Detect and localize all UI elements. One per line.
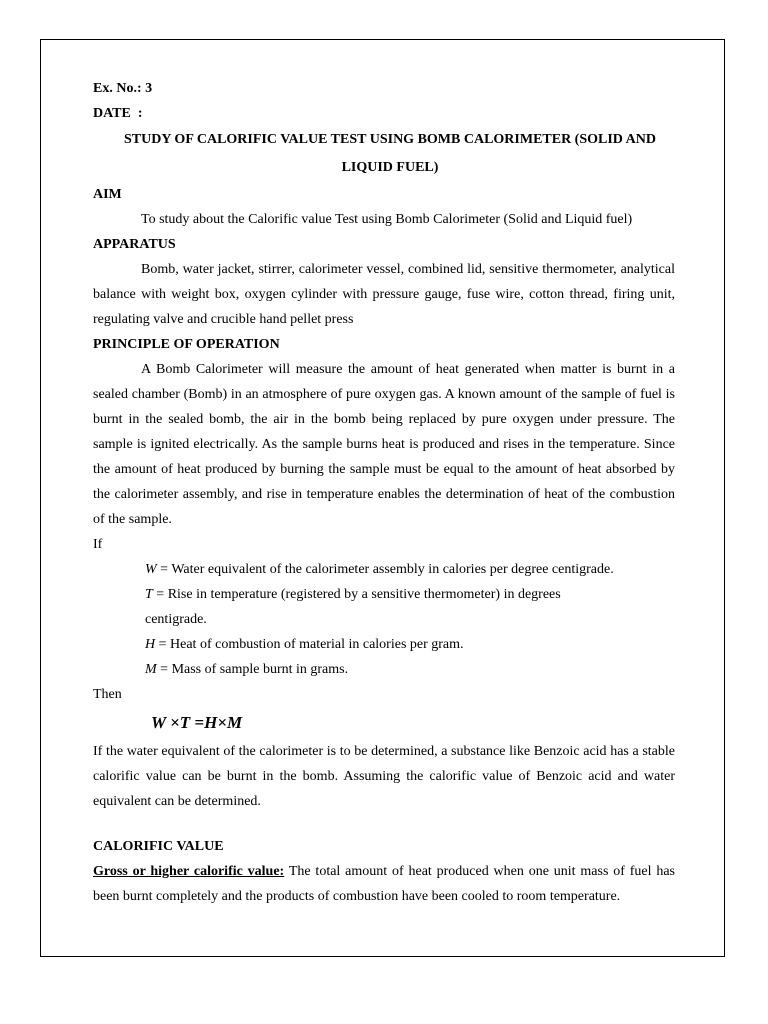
principle-heading: PRINCIPLE OF OPERATION [93,337,280,352]
definition-text: = Mass of sample burnt in grams. [156,662,349,677]
definition-t [145,582,615,632]
if-label: If [93,537,103,552]
exercise-number: Ex. No.: 3 [93,81,153,96]
section-spacer [93,814,675,834]
calorific-heading: CALORIFIC VALUE [93,839,224,854]
definition-symbol: T [145,587,153,602]
definition-symbol: H [145,637,156,652]
definition-m [145,657,675,682]
document-title: STUDY OF CALORIFIC VALUE TEST USING BOMB CALORIMETER (SOLID AND LIQUID FUEL) [124,132,656,175]
aim-text: To study about the Calorific value Test using Bomb Calorimeter (Solid and Liquid fuel) [141,212,633,227]
date-label: DATE : [93,106,143,121]
definition-h [145,632,675,657]
aim-heading: AIM [93,187,122,202]
principle-text: A Bomb Calorimeter will measure the amount of heat generated when matter is burnt in a sealed chamber (Bomb) in an atmosphere of pure oxygen gas. A known amount of the sample of fuel is burnt in the sealed bomb, the air in the bomb being replaced by pure oxygen under pressure. The sample is ignited electrically. As the sample burns heat is produced and rises in the temperature. Since the amount of heat produced by burning the sample must be equal to the amount of heat absorbed by the calorimeter assembly, and rise in temperature enables the determination of heat of the combustion of the sample. [93,362,675,527]
gross-calorific-label: Gross or higher calorific value: [93,864,285,879]
then-label: Then [93,687,122,702]
document-body [93,76,675,909]
gross-calorific-text: The total amount of heat produced when one unit mass of fuel has been burnt completely and the products of combustion have been cooled to room temperature. [93,864,675,904]
definitions-list [145,557,675,682]
apparatus-heading: APPARATUS [93,237,176,252]
formula: W ×T =H×M [151,713,243,732]
water-equivalent-text: If the water equivalent of the calorimeter is to be determined, a substance like Benzoic acid has a stable calorific value can be burnt in the bomb. Assuming the calorific value of Benzoic acid and water equivalent can be determined. [93,744,675,809]
apparatus-text: Bomb, water jacket, stirrer, calorimeter vessel, combined lid, sensitive thermometer, analytical balance with weight box, oxygen cylinder with pressure gauge, fuse wire, cotton thread, firing unit, regulating valve and crucible hand pellet press [93,262,675,327]
definition-w [145,557,675,582]
definition-text: = Heat of combustion of material in calories per gram. [155,637,464,652]
gross-calorific-paragraph [93,859,675,909]
definition-text: = Water equivalent of the calorimeter assembly in calories per degree centigrade. [156,562,614,577]
definition-symbol: W [145,562,157,577]
definition-text: = Rise in temperature (registered by a sensitive thermometer) in degrees centigrade. [145,587,561,627]
definition-symbol: M [145,662,157,677]
